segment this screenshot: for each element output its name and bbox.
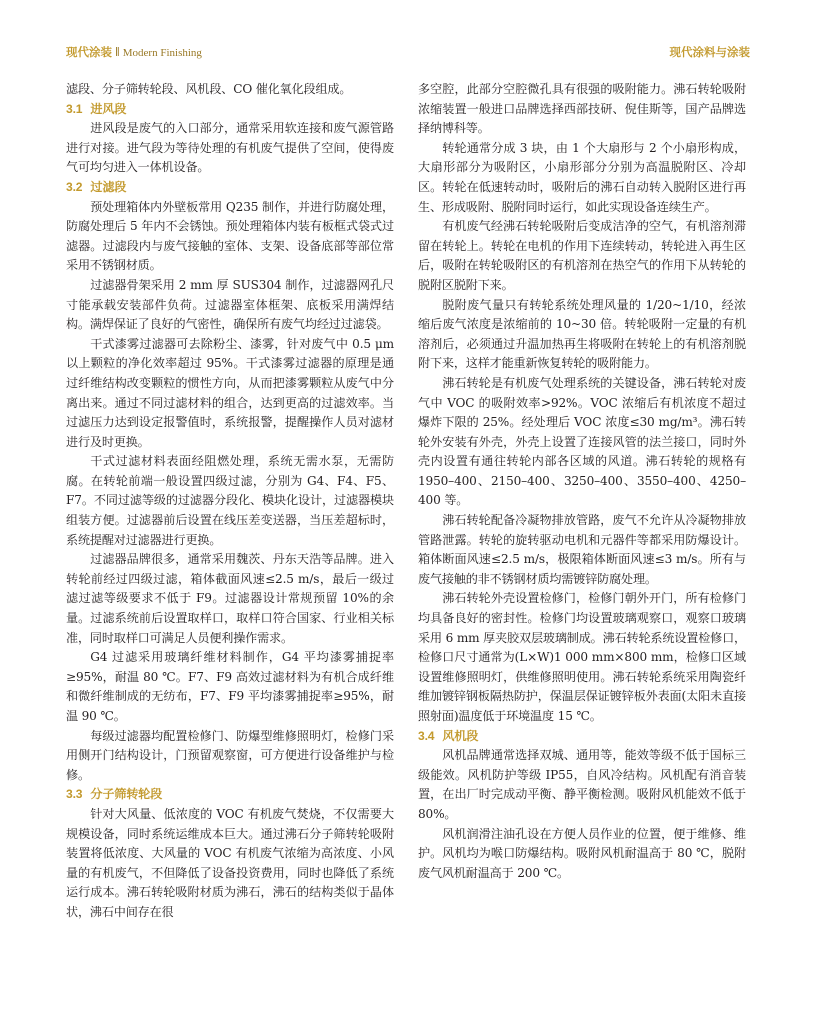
running-header: [66, 44, 750, 60]
section-heading-3-4: [418, 727, 746, 747]
paragraph: 沸石转轮是有机废气处理系统的关键设备，沸石转轮对废气中 VOC 的吸附效率>92%。VOC 浓缩后有机浓度不超过爆炸下限的 25%。经处理后 VOC 浓度≤30 mg/m³。沸石转轮外安装有外壳，外壳上设置了连接风管的法兰接口，同时外壳内设置有通往转轮内部各区域的风道。沸石转轮的规格有 1950–400、2150–400、3250–400、3550–400、4250–400 等。: [418, 375, 746, 508]
paragraph: 针对大风量、低浓度的 VOC 有机废气焚烧，不仅需要大规模设备，同时系统运维成本巨大。通过沸石分子筛转轮吸附装置将低浓度、大风量的 VOC 有机废气浓缩为高浓度、小风量的有机废气，不但降低了设备投资费用，同时也降低了系统运行成本。沸石转轮吸附材质为沸石，沸石的结构类似于晶体状，沸石中间存在很: [66, 806, 394, 919]
paragraph: 预处理箱体内外壁板常用 Q235 制作，并进行防腐处理，防腐处理后 5 年内不会锈蚀。预处理箱体内装有板框式袋式过滤器。过滤段内与废气接触的室体、支架、设备底部等部位常采用不锈钢材质。: [66, 199, 394, 273]
journal-cn-name: 现代涂装: [66, 47, 112, 59]
paragraph: 转轮通常分成 3 块，由 1 个大扇形与 2 个小扇形构成，大扇形部分为吸附区，小扇形部分分别为高温脱附区、冷却区。转轮在低速转动时，吸附后的沸石自动转入脱附区进行再生、形成吸附、脱附同时运行，如此实现设备连续生产。: [418, 140, 746, 214]
section-number: 3.4: [418, 728, 435, 743]
paragraph: 风机品牌通常选择双城、通用等，能效等级不低于国标三级能效。风机防护等级 IP55，自风冷结构。风机配有消音装置，在出厂时完成动平衡、静平衡检测。吸附风机能效不低于 80%。: [418, 748, 746, 821]
journal-name-right: 现代涂料与涂装: [669, 47, 750, 59]
paragraph: 每级过滤器均配置检修门、防爆型维修照明灯，检修门采用侧开门结构设计，门预留观察窗，可方便进行设备维护与检修。: [66, 728, 394, 782]
paragraph-continued: 多空腔，此部分空腔微孔具有很强的吸附能力。沸石转轮吸附浓缩装置一般进口品牌选择西部技研、倪佳斯等，国产品牌选择纳博科等。: [418, 82, 746, 136]
paragraph: 沸石转轮外壳设置检修门，检修门朝外开门，所有检修门均具备良好的密封性。检修门均设置玻璃观察口，观察口玻璃采用 6 mm 厚夹胶双层玻璃制成。沸石转轮系统设置检修口，检修口尺寸通常为(L×W)1 000 mm×800 mm，检修口区域设置维修照明灯，供维修照明使用。沸石转轮系统采用陶瓷纤维加镀锌钢板隔热防护，保温层保证镀锌板外表面(太阳未直接照射面)温度低于环境温度 15 ℃。: [418, 591, 746, 723]
section-heading-3-1: [66, 100, 394, 120]
section-number: 3.2: [66, 179, 83, 194]
paragraph: 过滤器骨架采用 2 mm 厚 SUS304 制作，过滤器网孔尺寸能承载安装部件负荷。过滤器室体框架、底板采用满焊结构。满焊保证了良好的气密性，确保所有废气均经过过滤袋。: [66, 277, 394, 332]
section-number: 3.3: [66, 787, 83, 802]
right-column: [418, 80, 746, 883]
paragraph: 进风段是废气的入口部分，通常采用软连接和废气源管路进行对接。进气段为等待处理的有机废气提供了空间，使得废气可均匀进入一体机设备。: [66, 121, 394, 175]
journal-name-left: [66, 44, 202, 60]
paragraph: 沸石转轮配备冷凝物排放管路，废气不允许从冷凝物排放管路泄露。转轮的旋转驱动电机和元器件等都采用防爆设计。箱体断面风速≤2.5 m/s，极限箱体断面风速≤3 m/s。所有与废气接触的非不锈钢材质均需镀锌防腐处理。: [418, 513, 746, 586]
paragraph: 干式漆雾过滤器可去除粉尘、漆雾，针对废气中 0.5 μm 以上颗粒的净化效率超过 95%。干式漆雾过滤器的原理是通过纤维结构改变颗粒的惯性方向，从而把漆雾颗粒从废气中分离出来。通过不同过滤材料的组合，达到更高的过滤效率。当过滤压力达到设定报警值时，系统报警，提醒操作人员对滤材进行及时更换。: [66, 336, 394, 449]
section-heading-3-3: [66, 785, 394, 805]
section-title: 分子筛转轮段: [90, 787, 163, 802]
paragraph: 脱附废气量只有转轮系统处理风量的 1/20~1/10，经浓缩后废气浓度是浓缩前的 10~30 倍。转轮吸附一定量的有机溶剂后，必须通过升温加热再生将吸附在转轮上的有机溶剂脱附下来，这样才能重新恢复转轮的吸附能力。: [418, 297, 746, 371]
paragraph: G4 过滤采用玻璃纤维材料制作，G4 平均漆雾捕捉率≥95%，耐温 80 ℃。F7、F9 高效过滤材料为有机合成纤维和微纤维制成的无纺布，F7、F9 平均漆雾捕捉率≥95%，耐温 90 ℃。: [66, 650, 394, 723]
header-separator: ‖: [115, 47, 120, 59]
paragraph: 风机润滑注油孔设在方便人员作业的位置，便于维修、维护。风机均为喉口防爆结构。吸附风机耐温高于 80 ℃，脱附废气风机耐温高于 200 ℃。: [418, 826, 746, 880]
section-title: 风机段: [442, 728, 479, 743]
section-heading-3-2: [66, 178, 394, 198]
paragraph: 过滤器品牌很多，通常采用魏茨、丹东天浩等品牌。进入转轮前经过四级过滤，箱体截面风速≤2.5 m/s，最后一级过滤过滤等级要求不低于 F9。过滤器设计常规预留 10%的余量。过滤系统前后设置取样口，取样口符合国家、行业相关标准，同时取样口可满足人员便利操作需求。: [66, 552, 394, 645]
paragraph: 有机废气经沸石转轮吸附后变成洁净的空气，有机溶剂滞留在转轮上。转轮在电机的作用下连续转动，转轮进入再生区后，吸附在转轮吸附区的有机溶剂在热空气的作用下从转轮的脱附区脱附下来。: [418, 219, 746, 292]
section-title: 过滤段: [90, 179, 127, 194]
journal-en-name: Modern Finishing: [122, 47, 202, 59]
section-title: 进风段: [90, 101, 127, 116]
paragraph-intro: 滤段、分子筛转轮段、风机段、CO 催化氧化段组成。: [66, 82, 352, 96]
left-column: [66, 80, 394, 923]
section-number: 3.1: [66, 101, 83, 116]
paragraph: 干式过滤材料表面经阻燃处理，系统无需水泵，无需防腐。在转轮前端一般设置四级过滤，分别为 G4、F4、F5、F7。不同过滤等级的过滤器分段化、模块化设计，过滤器模块组装方便。过滤器前后设置在线压差变送器，当压差超标时，系统提醒对过滤器进行更换。: [66, 454, 394, 547]
